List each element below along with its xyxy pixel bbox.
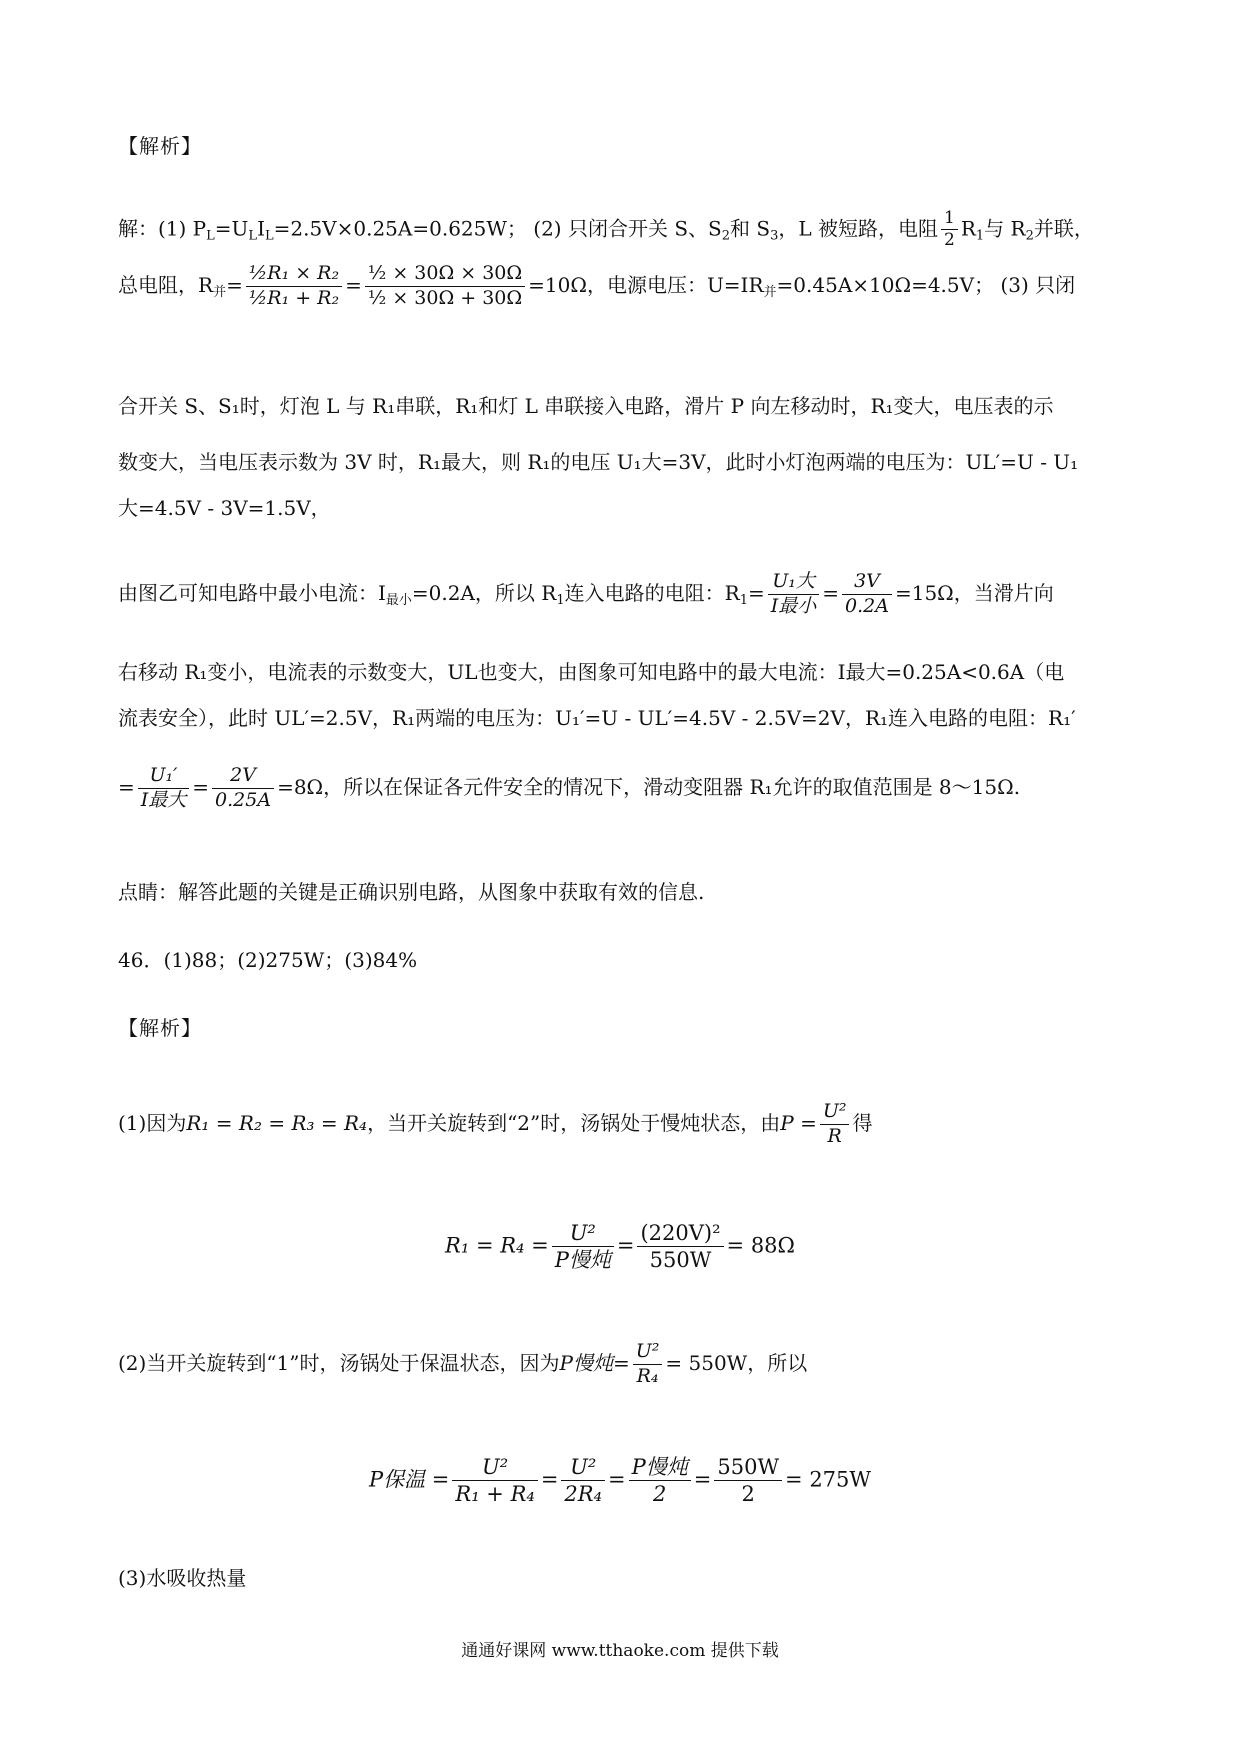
solution-2-line-3: (3)水吸收热量 <box>118 1566 247 1590</box>
text: =15Ω，当滑片向 <box>894 580 1054 605</box>
subscript: 1 <box>556 592 565 608</box>
solution-line-3: 合开关 S、S₁时，灯泡 L 与 R₁串联，R₁和灯 L 串联接入电路，滑片 P 向左移动时，R₁变大，电压表的示 <box>118 394 1054 418</box>
answer-46: 46．(1)88；(2)275W；(3)84% <box>118 948 418 972</box>
equation-lhs: P保温 = <box>369 1467 450 1492</box>
text: 解：(1) P <box>118 216 207 241</box>
footer: 通通好课网 www.tthaoke.com 提供下载 <box>461 1641 779 1661</box>
fraction-resistance-formula: $\frac{\text{U₁大}}{\text{I最小}}$ <box>768 570 820 619</box>
text: (1)因为 <box>118 1110 187 1135</box>
fraction-parallel-values: $\frac{\text{½ × 30Ω × 30Ω}}{\text{½ × 30Ω + 30Ω}}$ <box>365 262 525 311</box>
text: ，当开关旋转到“2”时，汤锅处于慢炖状态，由 <box>367 1110 781 1135</box>
text: 得 <box>852 1110 873 1135</box>
text: R <box>960 216 976 241</box>
text: (2)当开关旋转到“1”时，汤锅处于保温状态，因为 <box>118 1350 560 1375</box>
subscript: L <box>248 228 258 244</box>
fraction-max-formula: $\frac{\text{U₁′}}{\text{I最大}}$ <box>138 764 190 813</box>
fraction: $\frac{\text{P慢炖}}{2}$ <box>629 1454 691 1508</box>
text: =8Ω，所以在保证各元件安全的情况下，滑动变阻器 R₁允许的取值范围是 8～15Ω. <box>277 774 1021 799</box>
text: I <box>257 216 265 241</box>
solution-2-line-2 <box>118 1340 807 1389</box>
fraction: $\frac{\text{U²}}{\text{P慢炖}}$ <box>552 1220 614 1274</box>
solution-line-2 <box>118 262 1075 311</box>
fraction: $\frac{\text{U²}}{\text{2R₄}}$ <box>561 1454 605 1508</box>
fraction-power: $\frac{\text{U²}}{R}$ <box>820 1100 850 1149</box>
section-title: 【解析】 <box>118 134 202 158</box>
section-title: 【解析】 <box>118 1016 202 1040</box>
fraction-resistance-values: $\frac{3V}{0.2A}$ <box>842 570 892 619</box>
text: =U <box>214 216 249 241</box>
solution-line-9 <box>118 764 1020 813</box>
subscript: 并 <box>213 284 227 300</box>
text: 连入电路的电阻：R <box>564 580 740 605</box>
text: =10Ω，电源电压：U=IR <box>528 272 764 297</box>
text: = <box>822 580 840 605</box>
tip-line: 点睛：解答此题的关键是正确识别电路，从图象中获取有效的信息. <box>118 880 705 904</box>
solution-line-8: 流表安全），此时 UL′=2.5V，R₁两端的电压为：U₁′=U - UL′=4.5V - 2.5V=2V，R₁连入电路的电阻：R₁′ <box>118 706 1076 730</box>
text: = <box>345 272 362 297</box>
subscript: 2 <box>1025 228 1034 244</box>
text: 与 R <box>984 216 1026 241</box>
subscript: 并 <box>763 284 777 300</box>
text: =0.2A，所以 R <box>411 580 557 605</box>
fraction-max-values: $\frac{2V}{0.25A}$ <box>212 764 274 813</box>
solution-line-4: 数变大，当电压表示数为 3V 时，R₁最大，则 R₁的电压 U₁大=3V，此时小灯泡两端的电压为：UL′=U - U₁ <box>118 450 1079 474</box>
text: = 550W，所以 <box>665 1350 808 1375</box>
text: = <box>747 580 765 605</box>
text: =2.5V×0.25A=0.625W； (2) 只闭合开关 S、S <box>273 216 722 241</box>
equation: R₁ = R₂ = R₃ = R₄ <box>186 1110 368 1135</box>
subscript: 1 <box>975 228 985 244</box>
text: = <box>226 272 243 297</box>
equation-lhs: R₁ = R₄ = <box>445 1233 549 1258</box>
solution-line-6 <box>118 570 1054 619</box>
solution-2-line-1 <box>118 1100 872 1149</box>
equation: P慢炖 <box>559 1350 613 1375</box>
fraction: $\frac{\text{U²}}{\text{R₁ + R₄}}$ <box>452 1454 537 1508</box>
subscript: 最小 <box>385 592 412 608</box>
equation-rhs: = 275W <box>785 1467 871 1492</box>
text: 并联， <box>1033 216 1094 241</box>
text: 由图乙可知电路中最小电流：I <box>118 580 386 605</box>
subscript: 2 <box>721 228 731 244</box>
text: = <box>192 774 210 799</box>
fraction: $\frac{\text{U²}}{\text{R₄}}$ <box>633 1340 663 1389</box>
subscript: L <box>264 228 274 244</box>
fraction: $\frac{550W}{2}$ <box>714 1454 782 1508</box>
text: 和 S <box>730 216 771 241</box>
equation-rhs: = 88Ω <box>726 1233 795 1258</box>
fraction-parallel-formula: $\frac{\text{½R₁ × R₂}}{\text{½R₁ + R₂}}$ <box>246 262 342 311</box>
text: = <box>612 1350 630 1375</box>
equation-p-keep-warm: P保温 = $\frac{\text{U²}}{\text{R₁ + R₄}}$ = $\frac{\text{U²}}{\text{2R₄}}$ = $\frac{\text{P慢炖}}{2}$ = $\frac{550W}{2}$ = 275W <box>369 1455 871 1507</box>
equation: P = <box>780 1110 817 1135</box>
fraction: $\frac{\text{(220V)²}}{550W}$ <box>637 1220 723 1274</box>
text: 总电阻，R <box>118 272 214 297</box>
solution-line-7: 右移动 R₁变小，电流表的示数变大，UL也变大，由图象可知电路中的最大电流：I最大=0.25A<0.6A（电 <box>118 660 1065 684</box>
solution-line-5: 大=4.5V - 3V=1.5V， <box>118 496 331 520</box>
text: =0.45A×10Ω=4.5V； (3) 只闭 <box>776 272 1076 297</box>
text: = <box>118 774 135 799</box>
solution-line-1 <box>118 208 1094 252</box>
equation-r1-r4 <box>0 1220 1240 1274</box>
subscript: 1 <box>739 592 748 608</box>
text: = <box>616 1233 635 1258</box>
fraction-half: $\frac{1}{2}$ <box>941 208 958 252</box>
subscript: L <box>206 228 215 244</box>
text: ，L 被短路，电阻 <box>778 216 938 241</box>
subscript: 3 <box>770 228 779 244</box>
